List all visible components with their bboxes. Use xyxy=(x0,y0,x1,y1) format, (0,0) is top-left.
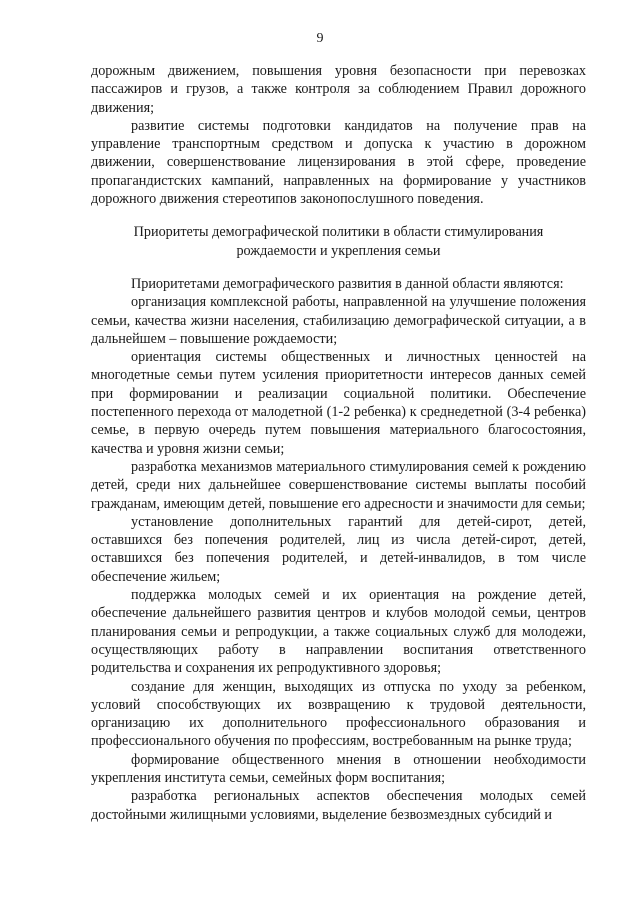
page-number: 9 xyxy=(316,31,324,46)
page-body xyxy=(91,62,586,824)
paragraph-orphan-guarantees: установление дополнительных гарантий для детей-сирот, детей, оставшихся без попечения родителей, лиц из числа детей-сирот, детей, оставшихся без попечения родителей, и детей-инвалидов, в том числе обеспечение жильем; xyxy=(91,513,586,585)
paragraph-housing-aspects: разработка региональных аспектов обеспечения молодых семей достойными жилищными условиями, выделение безвозмездных субсидий и xyxy=(91,788,586,823)
section-heading xyxy=(91,223,586,260)
paragraph-material-incentives: разработка механизмов материального стимулирования семей к рождению детей, среди них дальнейшее совершенствование системы выплаты пособий гражданам, имеющим детей, повышение его адресности и значимости для семьи; xyxy=(91,458,586,512)
paragraph-women-return-to-work: создание для женщин, выходящих из отпуска по уходу за ребенком, условий способствующих их возвращению к трудовой деятельности, организацию их дополнительного профессионального образования и профессионального обучения по профессиям, востребованным на рынке труда; xyxy=(91,678,586,750)
paragraph-complex-work: организация комплексной работы, направленной на улучшение положения семьи, качества жизни населения, стабилизацию демографической ситуации, а в дальнейшем – повышение рождаемости; xyxy=(91,294,586,347)
paragraph-driver-training: развитие системы подготовки кандидатов на получение прав на управление транспортным средством и допуска к участию в дорожном движении, совершенствование лицензирования в этой сфере, проведение пропагандистских кампаний, направленных на формирование у участников дорожного движения стереотипов законопослушного поведения. xyxy=(91,117,586,208)
section-heading-line-2: рождаемости и укрепления семьи xyxy=(236,242,441,259)
paragraph-large-families: ориентация системы общественных и личностных ценностей на многодетные семьи путем усиления приоритетности интересов данных семей при формировании и реализации социальной политики. Обеспечение постепенного перехода от малодетной (1-2 ребенка) к среднедетной (3-4 ребенка) семье, в первую очередь путем повышения материального благосостояния, качества и уровня жизни семьи; xyxy=(91,349,586,457)
section-heading-line-1: Приоритеты демографической политики в области стимулирования xyxy=(133,224,544,241)
paragraph-priorities-intro: Приоритетами демографического развития в данной области являются: xyxy=(131,275,564,292)
paragraph-continuation: дорожным движением, повышения уровня безопасности при перевозках пассажиров и грузов, а также контроля за соблюдением Правил дорожного движения; xyxy=(91,63,586,116)
paragraph-public-opinion: формирование общественного мнения в отношении необходимости укрепления института семьи, семейных форм воспитания; xyxy=(91,751,586,786)
paragraph-young-families: поддержка молодых семей и их ориентация на рождение детей, обеспечение дальнейшего развития центров и клубов молодой семьи, центров планирования семьи и репродукции, а также социальных служб для молодежи, осуществляющих работу в направлении воспитания ответственного родительства и сохранения их репродуктивного здоровья; xyxy=(91,587,586,677)
